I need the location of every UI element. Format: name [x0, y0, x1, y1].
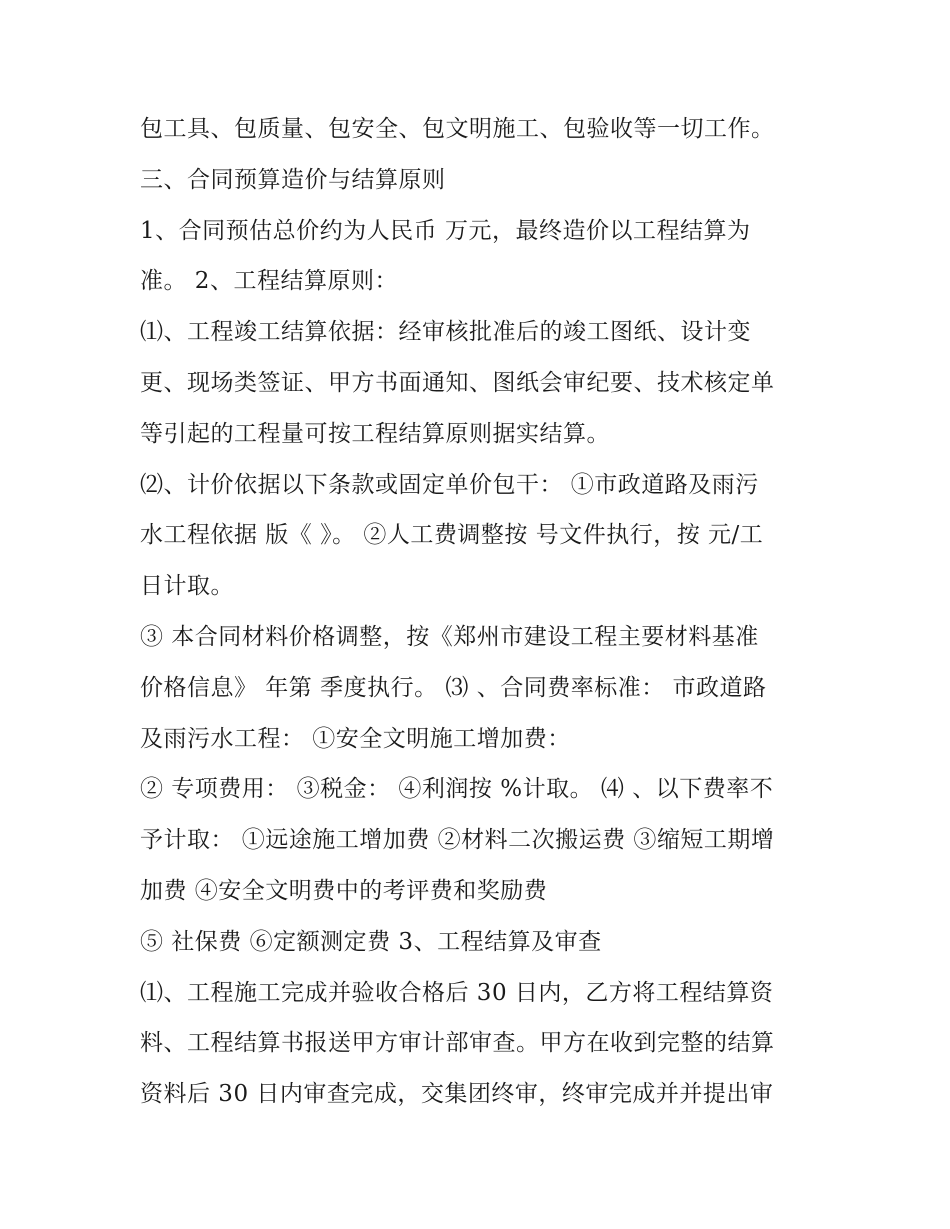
text-line: 予计取： ①远途施工增加费 ②材料二次搬运费 ③缩短工期增 — [140, 827, 775, 854]
text-line: 价格信息》 年第 季度执行。 ⑶ 、合同费率标准： 市政道路 — [140, 674, 767, 701]
text-line: 资料后 30 日内审查完成，交集团终审，终审完成并并提出审 — [140, 1081, 774, 1108]
text-line: ⑤ 社保费 ⑥定额测定费 3、工程结算及审查 — [140, 928, 602, 955]
text-line: 1、合同预估总价约为人民币 万元，最终造价以工程结算为 — [140, 217, 751, 244]
text-line: ⑴、工程施工完成并验收合格后 30 日内，乙方将工程结算资 — [140, 979, 774, 1006]
document-body — [140, 104, 820, 1120]
text-line: ③ 本合同材料价格调整，按《郑州市建设工程主要材料基准 — [140, 623, 759, 650]
text-line: ⑴、工程竣工结算依据：经审核批准后的竣工图纸、设计变 — [140, 319, 751, 346]
text-line: 包工具、包质量、包安全、包文明施工、包验收等一切工作。 — [140, 116, 775, 142]
text-line: 料、工程结算书报送甲方审计部审查。甲方在收到完整的结算 — [140, 1030, 775, 1057]
text-line: 准。 2、工程结算原则： — [140, 268, 398, 295]
text-line: 加费 ④安全文明费中的考评费和奖励费 — [140, 877, 548, 904]
text-line: ⑵、计价依据以下条款或固定单价包干： ①市政道路及雨污 — [140, 471, 759, 498]
text-line: 更、现场类签证、甲方书面通知、图纸会审纪要、技术核定单 — [140, 369, 775, 396]
section-heading: 三、合同预算造价与结算原则 — [140, 166, 446, 193]
text-line: 日计取。 — [140, 573, 234, 600]
text-line: 水工程依据 版《 》。 ②人工费调整按 号文件执行，按 元/工 — [140, 522, 764, 549]
text-line: 及雨污水工程： ①安全文明施工增加费： — [140, 725, 571, 752]
text-line: 等引起的工程量可按工程结算原则据实结算。 — [140, 420, 610, 447]
text-line: ② 专项费用： ③税金： ④利润按 %计取。 ⑷ 、以下费率不 — [140, 776, 774, 803]
